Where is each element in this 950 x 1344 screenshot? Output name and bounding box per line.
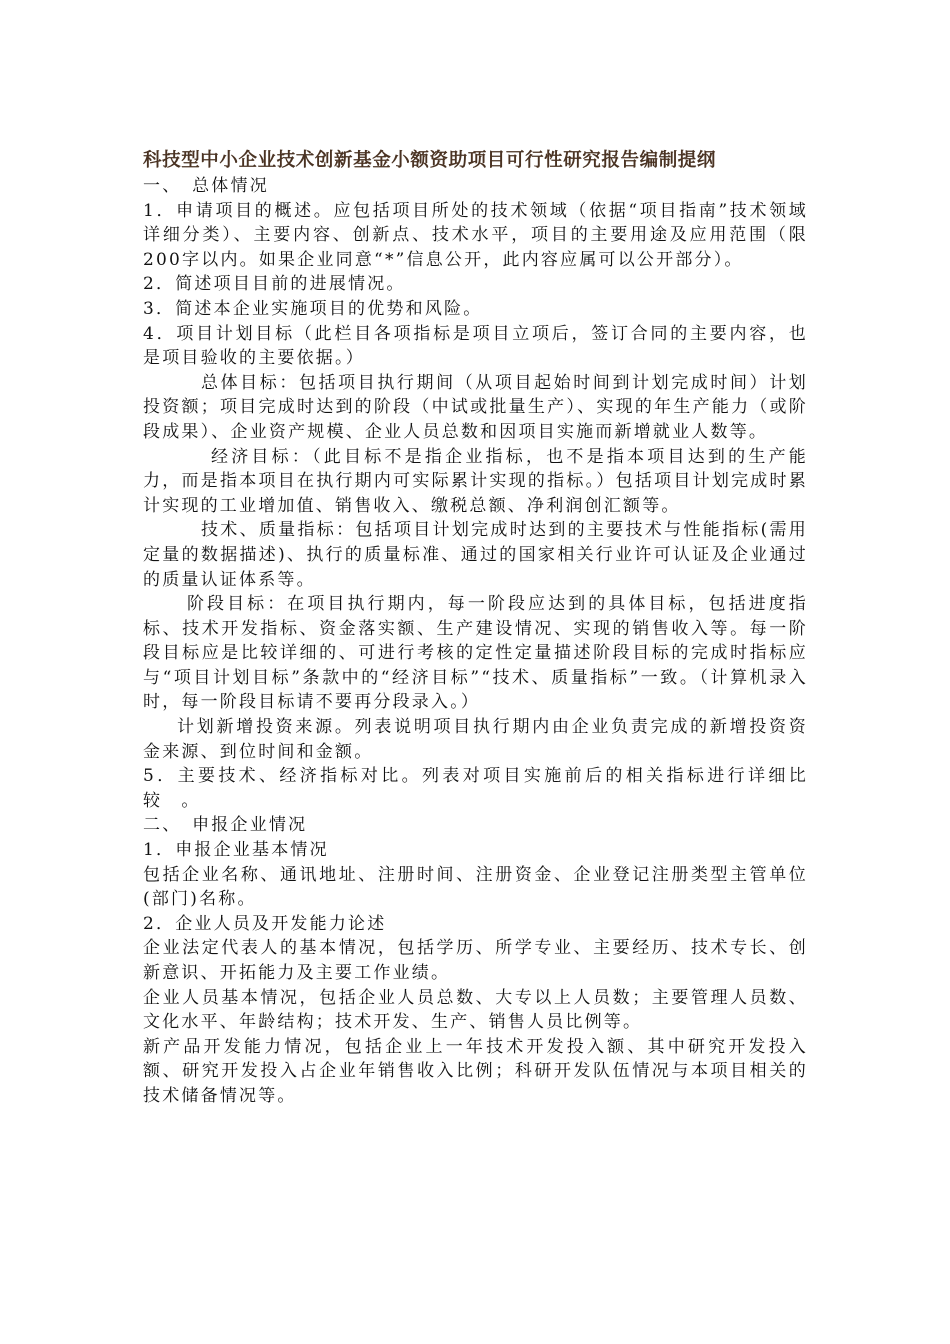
section-2-heading: 二、 申报企业情况 bbox=[143, 815, 308, 836]
stage-goal-paragraph: 阶段目标：在项目执行期内，每一阶段应达到的具体目标，包括进度指标、技术开发指标、资金落实额、生产建设情况、实现的销售收入等。每一阶段目标应是比较详细的、可进行考核的定性定量描述阶段目标的完成时指标应与“项目计划目标”条款中的“经济目标”“技术、质量指标”一致。（计算机录入时，每一阶段目标请不要再分段录入。） bbox=[143, 594, 808, 713]
section-1-item-4: 4．项目计划目标（此栏目各项指标是项目立项后，签订合同的主要内容，也是项目验收的主要依据。） bbox=[143, 323, 808, 369]
section-1-item-5: 5．主要技术、经济指标对比。列表对项目实施前后的相关指标进行详细比较 。 bbox=[143, 766, 808, 811]
rd-capability-paragraph: 新产品开发能力情况，包括企业上一年技术开发投入额、其中研究开发投入额、研究开发投入占企业年销售收入比例；科研开发队伍情况与本项目相关的技术储备情况等。 bbox=[143, 1036, 808, 1106]
legal-representative-paragraph: 企业法定代表人的基本情况，包括学历、所学专业、主要经历、技术专长、创新意识、开拓能力及主要工作业绩。 bbox=[143, 938, 808, 983]
section-1-item-2: 2．简述项目目前的进展情况。 bbox=[143, 274, 406, 295]
section-2-item-2: 2．企业人员及开发能力论述 bbox=[143, 913, 387, 934]
tech-quality-paragraph: 技术、质量指标：包括项目计划完成时达到的主要技术与性能指标(需用定量的数据描述)、执行的质量标准、通过的国家相关行业许可认证及企业通过的质量认证体系等。 bbox=[143, 520, 808, 590]
section-2-item-1-text: 包括企业名称、通讯地址、注册时间、注册资金、企业登记注册类型主管单位(部门)名称。 bbox=[143, 864, 808, 910]
staff-info-paragraph: 企业人员基本情况，包括企业人员总数、大专以上人员数；主要管理人员数、文化水平、年龄结构；技术开发、生产、销售人员比例等。 bbox=[143, 987, 808, 1033]
section-2-item-1: 1．申报企业基本情况 bbox=[143, 840, 329, 861]
section-1-item-1: 1．申请项目的概述。应包括项目所处的技术领域（依据“项目指南”技术领域详细分类）、主要内容、创新点、技术水平，项目的主要用途及应用范围（限200字以内。如果企业同意“*”信息公开，此内容应属可以公开部分）。 bbox=[143, 200, 808, 270]
overall-goal-paragraph: 总体目标：包括项目执行期间（从项目起始时间到计划完成时间）计划投资额；项目完成时达到的阶段（中试或批量生产）、实现的年生产能力（或阶段成果）、企业资产规模、企业人员总数和因项目实施而新增就业人数等。 bbox=[143, 372, 808, 442]
section-1-item-3: 3．简述本企业实施项目的优势和风险。 bbox=[143, 298, 483, 319]
economic-goal-paragraph: 经济目标：（此目标不是指企业指标，也不是指本项目达到的生产能力，而是指本项目在执行期内可实际累计实现的指标。）包括项目计划完成时累计实现的工业增加值、销售收入、缴税总额、净利润创汇额等。 bbox=[143, 446, 808, 516]
document-page bbox=[143, 148, 808, 1109]
document-title: 科技型中小企业技术创新基金小额资助项目可行性研究报告编制提纲 bbox=[143, 150, 717, 171]
investment-source-paragraph: 计划新增投资来源。列表说明项目执行期内由企业负责完成的新增投资资金来源、到位时间和金额。 bbox=[143, 717, 808, 762]
section-1-heading: 一、 总体情况 bbox=[143, 176, 269, 196]
